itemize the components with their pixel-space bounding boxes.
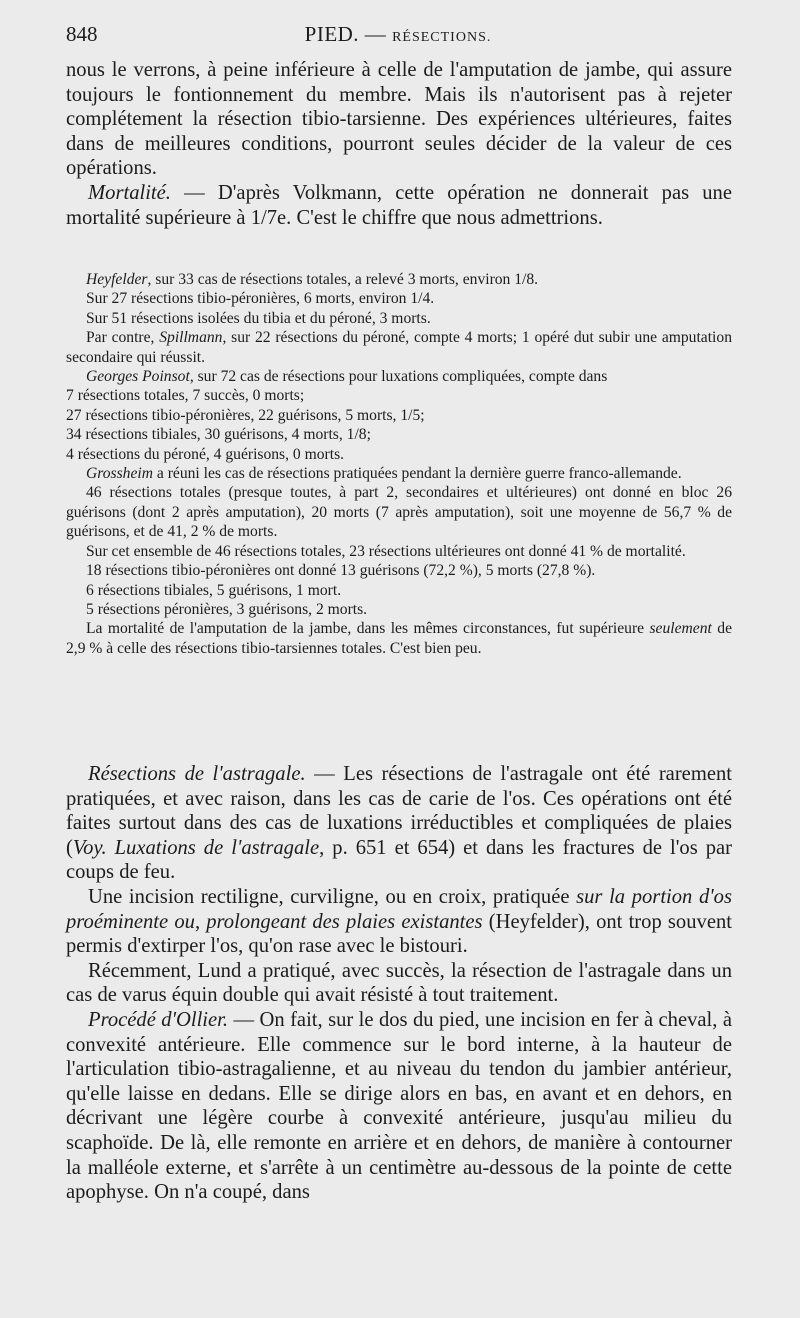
incision-text-a: Une incision rectiligne, curviligne, ou en croix, pratiquée xyxy=(88,885,577,908)
paragraph-lund: Récemment, Lund a pratiqué, avec succès, la résection de l'astragale dans un cas de varus équin double qui avait résisté à tout traitement. xyxy=(66,959,732,1007)
astragale-text-b: , p. 651 et 654) et dans les fractures de l'os par coups de feu. xyxy=(66,836,733,884)
stat-line: 27 résections tibio-péronières, 22 guérisons, 5 morts, 1/5; xyxy=(66,406,425,424)
stat-line: Sur 51 résections isolées du tibia et du péroné, 3 morts. xyxy=(86,309,431,327)
incision-emphasis: sur la portion d'os proéminente ou, prolongeant des plaies existantes xyxy=(66,885,732,933)
mortality-label: Mortalité. xyxy=(88,181,171,204)
author-poinsot: Georges Poinsot xyxy=(86,368,190,386)
stat-conclusion xyxy=(66,619,732,658)
astragale-reference: Voy. Luxations de l'astragale xyxy=(72,836,320,859)
author-heyfelder: Heyfelder xyxy=(86,271,148,288)
ollier-text: — On fait, sur le dos du pied, une incision en fer à cheval, à convexité antérieure. Elle commence sur le bord interne, à la hauteur de l'articulation tibio-astragalienne, et au niveau du tendon du jambier antérieur, qu'elle laisse en dedans. Elle se dirige alors en bas, en avant et en dehors, en décrivant une légère courbe à convexité antérieure, jusqu'au milieu du scaphoïde. De là, elle remonte en arrière et en dehors, de manière à contourner la malléole externe, et s'arrête à un centimètre au-dessous de la pointe de cette apophyse. On n'a coupé, dans xyxy=(66,1008,732,1204)
top-text-block xyxy=(66,58,732,230)
paragraph-incision xyxy=(66,885,732,959)
stat-line: 18 résections tibio-péronières ont donné 13 guérisons (72,2 %), 5 morts (27,8 %). xyxy=(86,562,596,580)
running-title xyxy=(66,22,730,47)
author-grossheim: Grossheim xyxy=(86,465,153,483)
paragraph-continuation: nous le verrons, à peine inférieure à celle de l'amputation de jambe, qui assure toujours le fontionnement du membre. Mais ils n'autorisent pas à rejeter complétement la résection tibio-tarsienne. Des expériences ultérieures, faites dans de meilleures conditions, pourront seules décider de la valeur de ces opérations. xyxy=(66,59,732,180)
stat-grossheim xyxy=(66,464,732,483)
stat-spillmann-text: , sur 22 résections du péroné, compte 4 morts; 1 opéré dut subir une amputation secondaire qui réussit. xyxy=(66,329,732,366)
page-number: 848 xyxy=(66,22,98,46)
stat-line: 5 résections péronières, 3 guérisons, 2 morts. xyxy=(86,600,368,618)
author-spillmann: Spillmann xyxy=(159,329,223,347)
paragraph-astragale xyxy=(66,762,732,885)
statistics-block xyxy=(66,270,732,658)
stat-heyfelder xyxy=(66,270,732,289)
stat-poinsot xyxy=(66,367,732,386)
astragale-text-a: — Les résections de l'astragale ont été rarement pratiquées, et avec raison, dans les cas de carie de l'os. Ces opérations ont été faites surtout dans des cas de luxations irréductibles et compliquées de plaies ( xyxy=(66,763,732,859)
ollier-label: Procédé d'Ollier. xyxy=(88,1008,229,1031)
stat-line: Sur cet ensemble de 46 résections totales, 23 résections ultérieures ont donné 41 % de mortalité. xyxy=(86,542,686,560)
incision-text-b: (Heyfelder), ont trop souvent permis d'extirper l'os, qu'on rase avec le bistouri. xyxy=(66,910,732,958)
mortality-text: — D'après Volkmann, cette opération ne donnerait pas une mortalité supérieure à 1/7e. C'est le chiffre que nous admettrions. xyxy=(66,181,732,229)
paragraph-mortality xyxy=(66,181,732,230)
stat-conclusion-b: de 2,9 % à celle des résections tibio-tarsiennes totales. C'est bien peu. xyxy=(66,620,732,657)
astragale-label: Résections de l'astragale. xyxy=(88,763,306,785)
stat-line: 4 résections du péroné, 4 guérisons, 0 morts. xyxy=(66,445,345,463)
paragraph-ollier xyxy=(66,1008,732,1205)
stat-line: 46 résections totales (presque toutes, à part 2, secondaires et ultérieures) ont donné en bloc 26 guérisons (dont 2 après amputation), 20 morts (7 après amputation), soit une moyenne de 56,7 % de guérisons, et de 41, 2 % de morts. xyxy=(66,484,732,541)
running-header xyxy=(66,18,730,52)
stat-line: 7 résections totales, 7 succès, 0 morts; xyxy=(66,387,305,405)
running-title-main: PIED. — xyxy=(304,22,387,46)
stat-line: Sur 27 résections tibio-péronières, 6 morts, environ 1/4. xyxy=(86,290,435,308)
stat-heyfelder-text: , sur 33 cas de résections totales, a relevé 3 morts, environ 1/8. xyxy=(147,271,539,288)
stat-line: 6 résections tibiales, 5 guérisons, 1 mort. xyxy=(86,581,342,599)
stat-grossheim-text: a réuni les cas de résections pratiquées pendant la dernière guerre franco-allemande. xyxy=(153,465,682,483)
stat-conclusion-a: La mortalité de l'amputation de la jambe, dans les mêmes circonstances, fut supérieure xyxy=(86,620,650,638)
stat-poinsot-text: , sur 72 cas de résections pour luxations compliquées, compte dans xyxy=(189,368,608,386)
running-title-section: RÉSECTIONS. xyxy=(392,30,492,45)
stat-conclusion-emphasis: seulement xyxy=(649,620,712,638)
stat-spillmann xyxy=(66,328,732,367)
bottom-text-block xyxy=(66,762,732,1205)
stat-spillmann-pre: Par contre, xyxy=(86,329,160,347)
stat-line: 34 résections tibiales, 30 guérisons, 4 morts, 1/8; xyxy=(66,426,371,444)
